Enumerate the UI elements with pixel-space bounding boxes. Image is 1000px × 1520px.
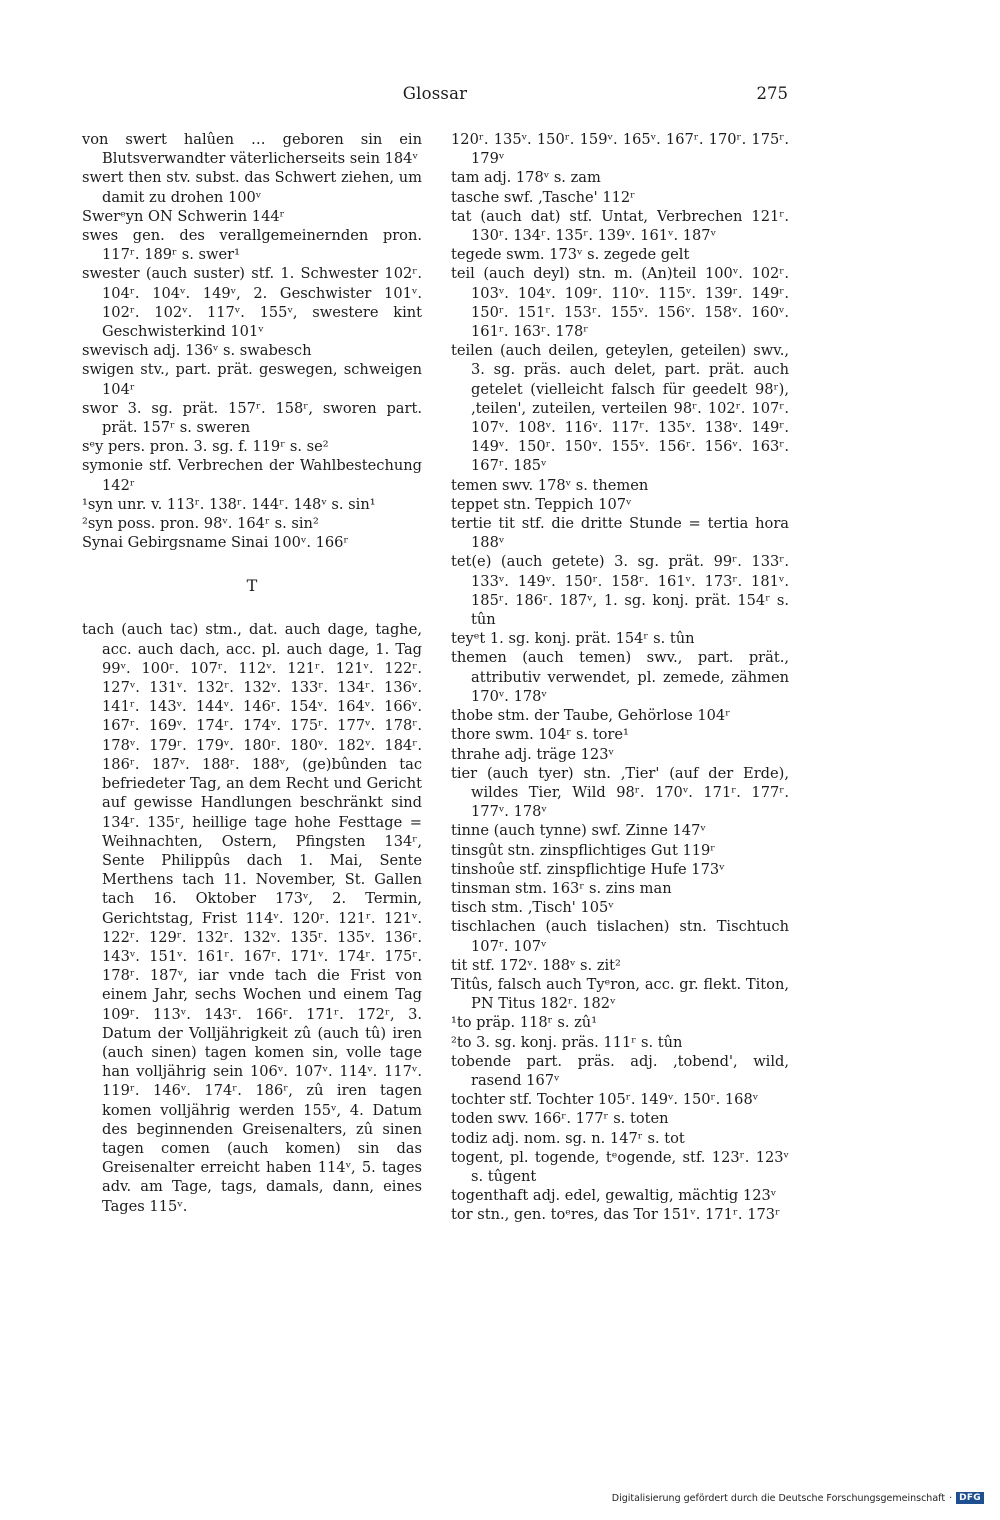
page-footer: Digitalisierung gefördert durch die Deutsche Forschungsgemeinschaft · DFG (612, 1492, 984, 1504)
right-column (451, 130, 789, 1225)
glossary-entry: tasche swf. ‚Tasche' 112ʳ (451, 188, 636, 206)
dfg-logo: DFG (956, 1492, 984, 1504)
glossary-entry: symonie stf. Verbrechen der Wahlbestechung 142ʳ (82, 457, 422, 494)
glossary-entry: 120ʳ. 135ᵛ. 150ʳ. 159ᵛ. 165ᵛ. 167ʳ. 170ʳ. 175ʳ. 179ᵛ (451, 131, 789, 168)
glossary-entry: swor 3. sg. prät. 157ʳ. 158ʳ, sworen part. prät. 157ʳ s. sweren (82, 399, 422, 437)
glossary-entry: thobe stm. der Taube, Gehörlose 104ʳ (451, 707, 731, 725)
glossary-entry: tisch stm. ‚Tisch' 105ᵛ (451, 899, 614, 917)
page-number: 275 (756, 84, 788, 103)
entries-t (82, 620, 422, 1215)
glossary-entry: tinsman stm. 163ʳ s. zins man (451, 879, 672, 897)
glossary-entry: tet(e) (auch getete) 3. sg. prät. 99ʳ. 133ʳ. 133ᵛ. 149ᵛ. 150ʳ. 158ʳ. 161ᵛ. 173ʳ. 181ᵛ. 185ʳ. 186ʳ. 187ᵛ, 1. sg. konj. prät. 154ʳ s. tûn (451, 553, 789, 629)
glossary-entry: teilen (auch deilen, geteylen, geteilen) swv., 3. sg. präs. auch delet, part. prät. auch getelet (vielleicht falsch für geedelt 98ʳ), ‚teilen', zuteilen, verteilen 98ʳ. 102ʳ. 107ʳ. 107ᵛ. 108ᵛ. 116ᵛ. 117ʳ. 135ᵛ. 138ᵛ. 149ʳ. 149ᵛ. 150ʳ. 150ᵛ. 155ᵛ. 156ʳ. 156ᵛ. 163ʳ. 167ʳ. 185ᵛ (451, 342, 789, 475)
glossary-entry: tobende part. präs. adj. ‚tobend', wild, rasend 167ᵛ (451, 1052, 789, 1089)
glossary-entry: von swert halûen … geboren sin ein Blutsverwandter väterlicherseits sein 184ᵛ (82, 131, 422, 168)
glossary-entry: tier (auch tyer) stn. ‚Tier' (auf der Erde), wildes Tier, Wild 98ʳ. 170ᵛ. 171ʳ. 177ʳ. 177ᵛ. 178ᵛ (451, 764, 789, 821)
glossary-entry: tam adj. 178ᵛ s. zam (451, 169, 601, 187)
left-column (82, 130, 422, 1216)
page-header (82, 84, 788, 108)
glossary-entry: teppet stn. Teppich 107ᵛ (451, 495, 632, 513)
glossary-entry: ²to 3. sg. konj. präs. 111ʳ s. tûn (451, 1033, 683, 1051)
glossary-entry: todiz adj. nom. sg. n. 147ʳ s. tot (451, 1129, 685, 1147)
glossary-entry: teyᵉt 1. sg. konj. prät. 154ʳ s. tûn (451, 630, 695, 648)
glossary-entry: tinsgût stn. zinspflichtiges Gut 119ʳ (451, 841, 716, 859)
glossary-entry: tor stn., gen. toᵉres, das Tor 151ᵛ. 171ʳ. 173ʳ (451, 1206, 781, 1224)
glossary-entry: ¹syn unr. v. 113ʳ. 138ʳ. 144ʳ. 148ᵛ s. sin¹ (82, 495, 376, 513)
glossary-entry: tit stf. 172ᵛ. 188ᵛ s. zit² (451, 956, 621, 974)
glossary-entry: togenthaft adj. edel, gewaltig, mächtig 123ᵛ (451, 1187, 777, 1205)
glossary-entry: swert then stv. subst. das Schwert ziehen, um damit zu drohen 100ᵛ (82, 169, 422, 206)
glossary-entry: temen swv. 178ᵛ s. themen (451, 476, 649, 494)
entries-s (82, 130, 422, 552)
glossary-entry: Synai Gebirgsname Sinai 100ᵛ. 166ʳ (82, 534, 349, 552)
glossary-entry: tach (auch tac) stm., dat. auch dage, taghe, acc. auch dach, acc. pl. auch dage, 1. Tag 99ᵛ. 100ʳ. 107ʳ. 112ᵛ. 121ʳ. 121ᵛ. 122ʳ. 127ᵛ. 131ᵛ. 132ʳ. 132ᵛ. 133ʳ. 134ʳ. 136ᵛ. 141ʳ. 143ᵛ. 144ᵛ. 146ʳ. 154ᵛ. 164ᵛ. 166ᵛ. 167ʳ. 169ᵛ. 174ʳ. 174ᵛ. 175ʳ. 177ᵛ. 178ʳ. 178ᵛ. 179ʳ. 179ᵛ. 180ʳ. 180ᵛ. 182ᵛ. 184ʳ. 186ʳ. 187ᵛ. 188ʳ. 188ᵛ, (ge)bûnden tac befriedeter Tag, an dem Recht und Gericht auf gewisse Handlungen beschränkt sind 134ʳ. 135ʳ, heillige tage hohe Festtage = Weihnachten, Ostern, Pfingsten 134ʳ, Sente Philippûs dach 1. Mai, Sente Merthens tach 11. November, St. Gallen tach 16. Oktober 173ᵛ, 2. Termin, Gerichtstag, Frist 114ᵛ. 120ʳ. 121ʳ. 121ᵛ. 122ʳ. 129ʳ. 132ʳ. 132ᵛ. 135ʳ. 135ᵛ. 136ʳ. 143ᵛ. 151ᵛ. 161ʳ. 167ʳ. 171ᵛ. 174ʳ. 175ʳ. 178ʳ. 187ᵛ, iar vnde tach die Frist von einem Jahr, sechs Wochen und einem Tag 109ʳ. 113ᵛ. 143ʳ. 166ʳ. 171ʳ. 172ʳ, 3. Datum der Volljährigkeit zû (auch tû) iren (auch sinen) tagen komen sin, volle tage han volljährig sein 106ᵛ. 107ᵛ. 114ᵛ. 117ᵛ. 119ʳ. 146ᵛ. 174ʳ. 186ʳ, zû iren tagen komen volljährig werden 155ᵛ, 4. Datum des beginnenden Greisenalters, zû sinen tagen comen (auch komen) sin das Greisenalter erreicht haben 114ᵛ, 5. tages adv. am Tage, tags, damals, dann, eines Tages 115ᵛ. (82, 621, 422, 1215)
glossary-entry: sᵉy pers. pron. 3. sg. f. 119ʳ s. se² (82, 438, 329, 456)
glossary-entry: togent, pl. togende, tᵉogende, stf. 123ʳ. 123ᵛ s. tûgent (451, 1148, 789, 1185)
glossary-entry: Swerᵉyn ON Schwerin 144ʳ (82, 207, 285, 225)
glossary-entry: swes gen. des verallgemeinernden pron. 117ʳ. 189ʳ s. swer¹ (82, 227, 422, 264)
glossary-entry: swester (auch suster) stf. 1. Schwester 102ʳ. 104ʳ. 104ᵛ. 149ᵛ, 2. Geschwister 101ᵛ. 102ʳ. 102ᵛ. 117ᵛ. 155ᵛ, swestere kint Geschwisterkind 101ᵛ (82, 265, 422, 341)
glossary-entry: ¹to präp. 118ʳ s. zû¹ (451, 1014, 598, 1032)
glossary-entry: tochter stf. Tochter 105ʳ. 149ᵛ. 150ʳ. 168ᵛ (451, 1091, 759, 1109)
glossary-entry: teil (auch deyl) stn. m. (An)teil 100ᵛ. 102ʳ. 103ᵛ. 104ᵛ. 109ʳ. 110ᵛ. 115ᵛ. 139ʳ. 149ʳ. 150ʳ. 151ʳ. 153ʳ. 155ᵛ. 156ᵛ. 158ᵛ. 160ᵛ. 161ʳ. 163ʳ. 178ʳ (451, 265, 789, 341)
glossary-entry: tinne (auch tynne) swf. Zinne 147ᵛ (451, 822, 706, 840)
running-title: Glossar (402, 84, 468, 103)
glossary-entry: thrahe adj. träge 123ᵛ (451, 745, 614, 763)
glossary-entry: toden swv. 166ʳ. 177ʳ s. toten (451, 1110, 669, 1128)
glossary-entry: tischlachen (auch tislachen) stn. Tischtuch 107ʳ. 107ᵛ (451, 918, 789, 955)
funding-note: Digitalisierung gefördert durch die Deutsche Forschungsgemeinschaft (611, 1492, 946, 1504)
glossary-entry: thore swm. 104ʳ s. tore¹ (451, 726, 629, 744)
glossary-entry: tinshoûe stf. zinspflichtige Hufe 173ᵛ (451, 860, 725, 878)
glossary-entry: swigen stv., part. prät. geswegen, schweigen 104ʳ (82, 361, 422, 398)
glossary-entry: themen (auch temen) swv., part. prät., attributiv verwendet, pl. zemede, zähmen 170ᵛ. 178ᵛ (451, 649, 789, 705)
glossary-entry: ²syn poss. pron. 98ᵛ. 164ʳ s. sin² (82, 515, 319, 533)
glossary-entry: tat (auch dat) stf. Untat, Verbrechen 121ʳ. 130ʳ. 134ʳ. 135ʳ. 139ᵛ. 161ᵛ. 187ᵛ (451, 207, 789, 245)
section-letter: T (246, 576, 258, 596)
glossary-entry: Titûs, falsch auch Tyᵉron, acc. gr. flekt. Titon, PN Titus 182ʳ. 182ᵛ (451, 975, 789, 1013)
glossary-entry: tertie tit stf. die dritte Stunde = tertia hora 188ᵛ (451, 515, 789, 552)
entries-t-continued (451, 130, 789, 1225)
glossary-entry: tegede swm. 173ᵛ s. zegede gelt (451, 246, 690, 264)
glossary-entry: swevisch adj. 136ᵛ s. swabesch (82, 342, 312, 360)
